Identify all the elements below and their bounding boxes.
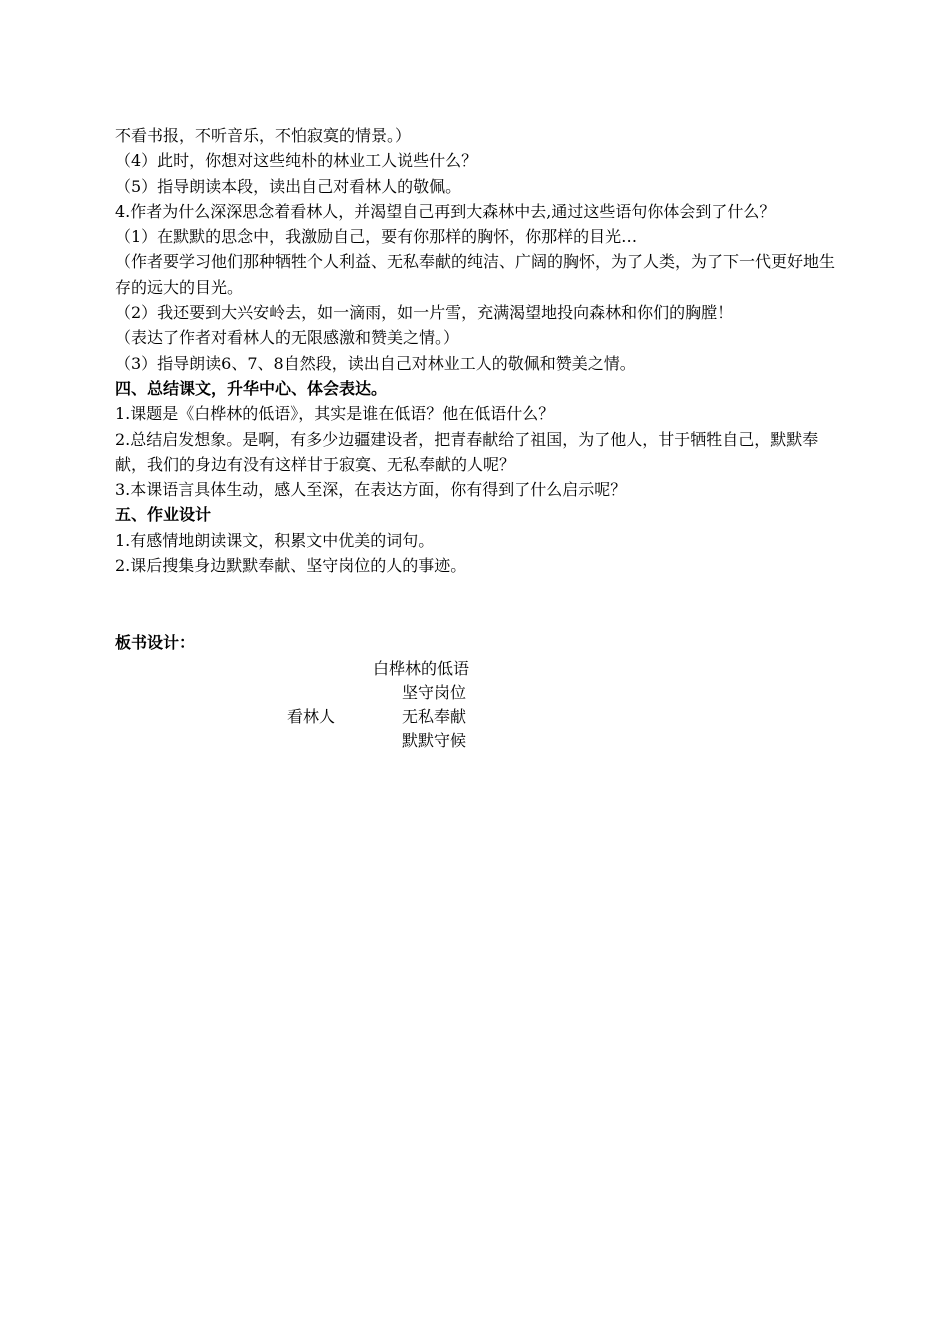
board-design — [115, 656, 840, 766]
paragraph-line: （4）此时，你想对这些纯朴的林业工人说些什么？ — [115, 151, 478, 171]
document-body — [115, 123, 840, 766]
paragraph-line: 不看书报，不听音乐，不怕寂寞的情景。） — [115, 126, 412, 145]
list-item: 2.课后搜集身边默默奉献、坚守岗位的人的事迹。 — [115, 556, 467, 576]
paragraph-line: （1）在默默的思念中，我激励自己，要有你那样的胸怀，你那样的目光… — [115, 227, 638, 247]
board-design-heading: 板书设计： — [115, 633, 196, 653]
board-item: 无私奉献 — [402, 706, 467, 726]
board-item: 默默守候 — [402, 730, 467, 750]
board-item: 坚守岗位 — [402, 682, 467, 702]
paragraph-line: 4.作者为什么深深思念着看林人，并渴望自己再到大森林中去,通过这些语句你体会到了什么？ — [115, 201, 776, 221]
board-label: 看林人 — [287, 706, 336, 726]
list-item: 2.总结启发想象。是啊，有多少边疆建设者，把青春献给了祖国，为了他人，甘于牺牲自己，默默奉献，我们的身边有没有这样甘于寂寞、无私奉献的人呢？ — [115, 429, 819, 474]
section-heading-homework: 五、作业设计 — [115, 505, 212, 525]
paragraph-line: （作者要学习他们那种牺牲个人利益、无私奉献的纯洁、广阔的胸怀，为了人类，为了下一代更好地生存的远大的目光。 — [115, 252, 836, 297]
spacer — [115, 578, 840, 630]
board-title: 白桦林的低语 — [373, 658, 470, 678]
paragraph-line: （表达了作者对看林人的无限感激和赞美之情。） — [115, 328, 460, 348]
paragraph-line: （5）指导朗读本段，读出自己对看林人的敬佩。 — [115, 176, 462, 196]
paragraph-line: （2）我还要到大兴安岭去，如一滴雨，如一片雪，充满渴望地投向森林和你们的胸膛！ — [115, 303, 734, 323]
list-item: 1.课题是《白桦林的低语》，其实是谁在低语？他在低语什么？ — [115, 404, 555, 424]
section-heading-summary: 四、总结课文，升华中心、体会表达。 — [115, 378, 388, 398]
list-item: 3.本课语言具体生动，感人至深，在表达方面，你有得到了什么启示呢？ — [115, 480, 627, 500]
list-item: 1.有感情地朗读课文，积累文中优美的词句。 — [115, 530, 435, 550]
paragraph-line: （3）指导朗读6、7、8自然段，读出自己对林业工人的敬佩和赞美之情。 — [115, 353, 636, 373]
